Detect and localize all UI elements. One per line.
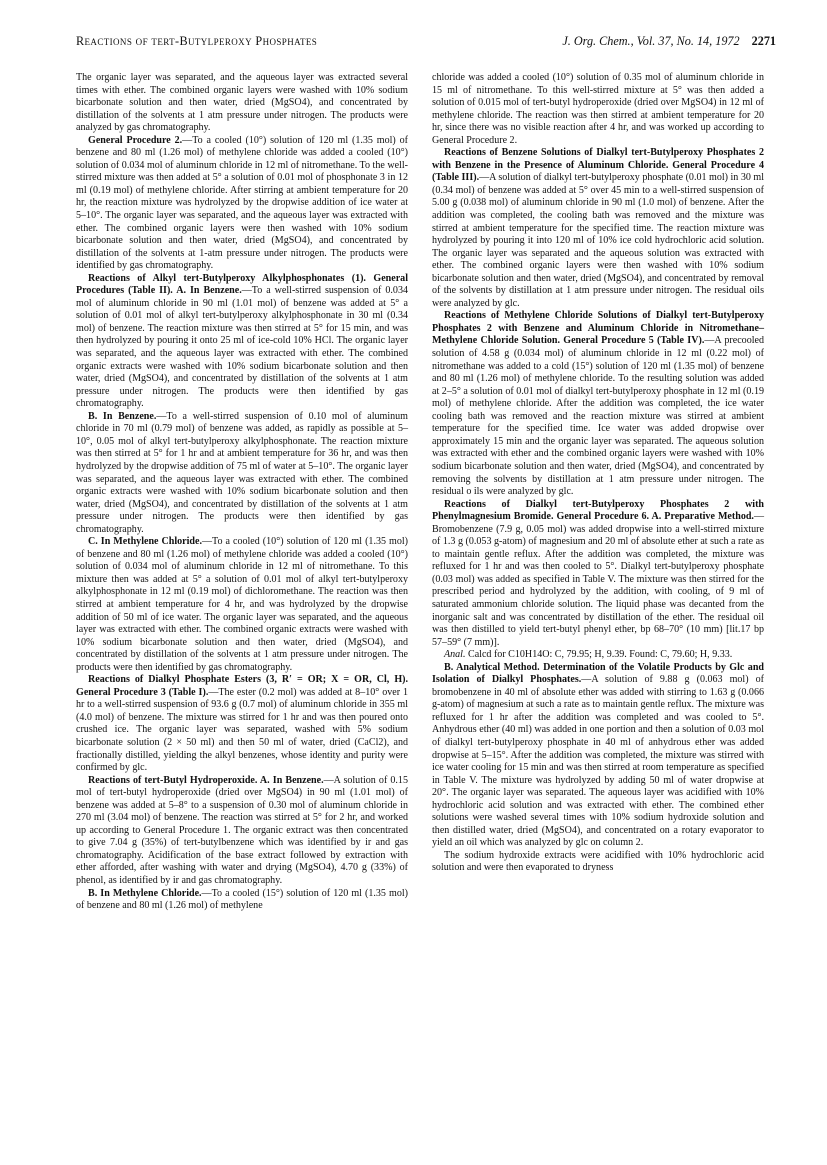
- paragraph-text: —To a well-stirred suspension of 0.034 mol of aluminum chloride in 90 ml (1.01 mol) of benzene was added at 5° a solution of 0.01 mol of alkyl tert-butylperoxy alkylphosphonate in 30 ml (0.34 mol) of benzene. The reaction mixture was then stirred at 5° for 15 min, and was then hydrolyzed by pouring it onto 25 ml of ice-cold 10% HCl. The organic layer was separated, and the aqueous layer was extracted with ether. The combined organic extracts were washed with 10% sodium bicarbonate solution and then water, dried (MgSO4), and concentrated by distillation of the solvents at 1 atm pressure under nitrogen. The products were then identified by gas chromatography.: [76, 285, 408, 410]
- paragraph-text: —A solution of 0.15 mol of tert-butyl hydroperoxide (dried over MgSO4) in 90 ml (1.01 mol) of benzene was added at 5–8° to a suspension of 0.30 mol of aluminum chloride in 270 ml (3.04 mol) of benzene. The reaction was stirred at 5° for 2 hr, and worked up according to General Procedure 1. The organic extract was then concentrated to give 7.04 g (35%) of tert-butylbenzene which was identified by ir and gas chromatography. Acidification of the base extract followed by extraction with ether afforded, after washing with water and drying (MgSO4), 4.70 g (33%) of phenol, as identified by ir and gas chromatography.: [76, 774, 408, 886]
- paragraph-text: —To a cooled (10°) solution of 120 ml (1.35 mol) of benzene and 80 ml (1.26 mol) of methylene chloride was added a cooled (10°) solution of 0.034 mol of aluminum chloride in 12 ml of nitromethane. To the well-stirred mixture was then added at 5° a solution of 0.01 mol of phosphonate 3 in 12 ml (0.19 mol) of methylene chloride. After stirring at ambient temperature for 20 hr, the reaction mixture was hydrolyzed by the dropwise addition of ice water at 5–10°. The organic layer was separated, and the aqueous layer was extracted with ether. The combined organic layers were then washed with 10% sodium bicarbonate solution and then water, dried (MgSO4), and concentrated by distillation of the solvents at 1-atm pressure under nitrogen. The products were identified by gas chromatography.: [76, 134, 408, 272]
- paragraph-text: —To a well-stirred suspension of 0.10 mol of aluminum chloride in 70 ml (0.79 mol) of benzene was added, as rapidly as possible at 5–10°, 0.05 mol of alkyl tert-butylperoxy alkylphosphonate. The reaction mixture was then stirred at 5° for 1 hr and at ambient temperature for 36 hr, and was then hydrolyzed by the dropwise addition of 75 ml of water at 5–10°. The organic layer was separated, and the aqueous layer was extracted with ether. The combined organic extracts were washed with 10% sodium bicarbonate solution and then water, dried (MgSO4), and concentrated by distillation of the solvents at 1 atm pressure under nitrogen. The products were then identified by gas chromatography.: [76, 410, 408, 535]
- paragraph: [76, 674, 408, 774]
- paragraph-text: The organic layer was separated, and the aqueous layer was extracted several times with ether. The combined organic layers were washed with 10% sodium bicarbonate solution and then water, dried (MgSO4), and concentrated by distillation of the solvents at 1 atm pressure under nitrogen. The products were analyzed by gas chromatography.: [76, 72, 408, 134]
- paragraph: [432, 649, 764, 662]
- paragraph: [76, 536, 408, 674]
- section-heading: C. In Methylene Chloride.: [88, 536, 202, 548]
- section-heading: Reactions of Benzene Solutions of Dialkyl tert-Butylperoxy Phosphates 2 with Benzene in the Presence of Aluminum Chloride. General Procedure 4 (Table III).: [432, 147, 764, 184]
- running-head-title: Reactions of tert-Butylperoxy Phosphates: [76, 34, 318, 48]
- paragraph: [76, 888, 408, 913]
- journal-citation: J. Org. Chem., Vol. 37, No. 14, 1972: [562, 34, 740, 48]
- paragraph-text: —The ester (0.2 mol) was added at 8–10° over 1 hr to a well-stirred suspension of 93.6 g (0.7 mol) of aluminum chloride in 355 ml (4.0 mol) of benzene. The mixture was stirred for 1 hr and was then poured onto crushed ice. The organic layer was separated, washed with 5% sodium bicarbonate solution (2 × 50 ml) and then 50 ml of water, dried (CaCl2), and fractionally distilled, yielding the alkyl benzenes, whose identity and purity were confirmed by glc.: [76, 686, 408, 774]
- paragraph-text: chloride was added a cooled (10°) solution of 0.35 mol of aluminum chloride in 15 ml of nitromethane. To this well-stirred mixture at 5° was then added a solution of 0.015 mol of tert-butyl hydroperoxide (dried over MgSO4) in 12 ml of methylene chloride. The reaction was then stirred at ambient temperature for 20 hr, since there was no visible reaction after 4 hr, and was worked up according to General Procedure 2.: [432, 72, 764, 146]
- paragraph: [76, 273, 408, 411]
- paragraph: [76, 775, 408, 888]
- paragraph-text: —A precooled solution of 4.58 g (0.034 mol) of aluminum chloride in 12 ml (0.22 mol) of nitromethane was added to a cold (15°) solution of 120 ml (1.35 mol) of benzene and 80 ml (1.26 mol) of methylene chloride. To the resulting solution was added at 2–5° a solution of 0.01 mol of dialkyl tert-butylperoxy phosphate in 12 ml (0.19 mol) of methylene chloride. After the addition was completed, the ice water cooling bath was removed and the reaction mixture was stirred at ambient temperature for the specified time. Ice water was added dropwise over approximately 15 min and the organic layer was separated. The aqueous solution was extracted with ether and the combined organic layers were washed with 10% sodium bicarbonate solution and then water, dried (MgSO4), and concentrated by removing the solvents by distillation at 1 atm pressure under nitrogen. The residual o ils were analyzed by glc.: [432, 335, 764, 498]
- paragraph: [76, 411, 408, 536]
- paragraph-text: —To a cooled (10°) solution of 120 ml (1.35 mol) of benzene and 80 ml (1.26 mol) of methylene chloride was added a cooled (10°) solution of 0.034 mol of aluminum chloride in 12 ml of nitromethane. To this mixture then was added at 5° a solution of 0.01 mol of alkyl tert-butylperoxy alkylphosphonate in 12 ml (0.19 mol) of dichloromethane. The reaction was then stirred at ambient temperature for 4 hr, and was hydrolyzed by the dropwise addition of 50 ml of ice water. The organic layer was separated, and the aqueous layer was extracted with ether. The combined organic extracts were washed with 10% sodium bicarbonate solution and then water, dried (MgSO4), and concentrated by distillation of the solvents at 1 atm pressure under nitrogen. The products were then identified by gas chromatography.: [76, 536, 409, 673]
- section-heading: Reactions of Dialkyl tert-Butylperoxy Phosphates 2 with Phenylmagnesium Bromide. General Procedure 6. A. Preparative Method.: [432, 498, 764, 523]
- left-column: [76, 72, 408, 913]
- paragraph: [432, 662, 764, 850]
- paragraph: [76, 72, 408, 135]
- section-heading: B. Analytical Method. Determination of the Volatile Products by Glc and Isolation of Dialkyl Phosphates.: [432, 661, 764, 686]
- analysis-label: Anal.: [444, 649, 466, 661]
- section-heading: Reactions of Alkyl tert-Butylperoxy Alkylphosphonates (1). General Procedures (Table II). A. In Benzene.: [76, 272, 408, 297]
- paragraph-text: —A solution of dialkyl tert-butylperoxy phosphate (0.01 mol) in 30 ml (0.34 mol) of benzene was added at 5° over 45 min to a well-stirred suspension of 5.00 g (0.038 mol) of aluminum chloride in 90 ml (1.0 mol) of benzene. After the addition was completed, the cooling bath was removed and the mixture was stirred at ambient temperature for the specified time. The reaction mixture was hydrolyzed by pouring it into 120 ml of 10% ice cold hydrochloric acid solution. The organic layer was separated and the aqueous solution was extracted with ether. The combined organic layers were then washed with 10% sodium bicarbonate solution and then water, dried (MgSO4), and concentrated by removal of the solvents by distillation at 1 atm pressure under nitrogen. The residual oils were analyzed by glc.: [432, 172, 765, 309]
- section-heading: B. In Benzene.: [88, 410, 157, 422]
- paragraph: [432, 310, 764, 498]
- right-column: [432, 72, 764, 875]
- section-heading: Reactions of Dialkyl Phosphate Esters (3, R′ = OR; X = OR, Cl, H). General Procedure 3 (Table I).: [76, 674, 408, 698]
- section-heading: Reactions of Methylene Chloride Solutions of Dialkyl tert-Butylperoxy Phosphates 2 with Benzene and Aluminum Chloride in Nitromethane–Methylene Chloride Solution. General Procedure 5 (Table IV).: [432, 310, 764, 347]
- paragraph-text: —A solution of 9.88 g (0.063 mol) of bromobenzene in 40 ml of absolute ether was added with stirring to 1.63 g (0.066 g-atom) of magnesium at such a rate as to maintain gentle reflux. The mixture was refluxed for 1 hr after the addition was completed and was cooled to 5°. Anhydrous ether (40 ml) was added in one portion and then a solution of 0.03 mol of dialkyl tert-butylperoxy phosphate in 40 ml of anhydrous ether was added dropwise at 5–15°. After the addition was completed, the mixture was stirred with ice water cooling for 15 min and was then stirred at room temperature as specified in Table V. The mixture was hydrolyzed by adding 50 ml of water dropwise at 20°. The organic layer was separated. The aqueous layer was acidified with 10% hydrochloric acid solution and was extracted with ether. The combined ether solutions were washed several times with 10% sodium hydroxide solution and then distilled water, dried (MgSO4), and concentrated on a rotary evaporator to yield an oil which was analyzed by glc on column 2.: [432, 674, 764, 849]
- paragraph: [76, 135, 408, 273]
- paragraph: [432, 147, 764, 310]
- paragraph: [432, 72, 764, 147]
- running-head: [76, 34, 776, 52]
- paragraph-text: Calcd for C10H14O: C, 79.95; H, 9.39. Found: C, 79.60; H, 9.33.: [465, 649, 733, 661]
- section-heading: B. In Methylene Chloride.: [88, 887, 202, 899]
- paragraph: [432, 499, 764, 650]
- paragraph: [432, 850, 764, 875]
- page-number: 2271: [751, 34, 776, 48]
- paragraph-text: The sodium hydroxide extracts were acidified with 10% hydrochloric acid solution and were then evaporated to dryness: [432, 849, 764, 874]
- paragraph-text: —To a cooled (15°) solution of 120 ml (1.35 mol) of benzene and 80 ml (1.26 mol) of methylene: [76, 887, 408, 912]
- section-heading: Reactions of tert-Butyl Hydroperoxide. A. In Benzene.: [88, 774, 324, 786]
- section-heading: General Procedure 2.: [88, 134, 183, 146]
- paragraph-text: —Bromobenzene (7.9 g, 0.05 mol) was added dropwise into a well-stirred mixture of 1.3 g (0.053 g-atom) of magnesium and 20 ml of absolute ether at such a rate as to maintain gentle reflux. After the addition was completed, the mixture was refluxed for 1 hr and was then cooled to 5°. Dialkyl tert-butylperoxy phosphate (0.03 mol) was added as specified in Table V. The mixture was then stirred for the prescribed period and hydrolyzed by the addition, with cooling, of 9 ml of saturated ammonium chloride solution. The liquid phase was decanted from the inorganic salt and was concentrated by distillation of the ether. The residual oil was then distilled to yield tert-butyl phenyl ether, bp 68–70° (10 mm) [lit.17 bp 57–59° (7 mm)].: [432, 511, 764, 648]
- running-head-citation: [562, 34, 776, 49]
